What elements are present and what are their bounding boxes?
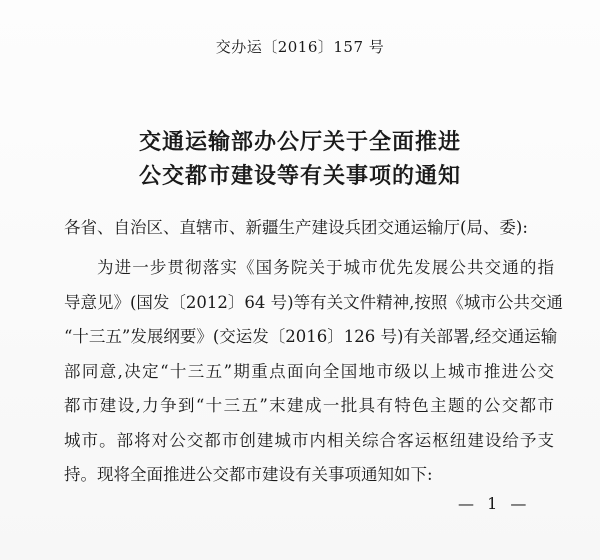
- page-number: — 1 —: [458, 494, 531, 513]
- body-paragraph: [64, 251, 563, 493]
- body-line-6: 城市。部将对公交都市创建城市内相关综合客运枢纽建设给予支: [64, 430, 554, 450]
- body-line-7: 持。现将全面推进公交都市建设有关事项通知如下:: [64, 465, 433, 484]
- document-number: 交办运〔2016〕157 号: [215, 38, 385, 56]
- body-line-2: 导意见》(国发〔2012〕64 号)等有关文件精神,按照《城市公共交通: [64, 292, 563, 312]
- title-line-2: 公交都市建设等有关事项的通知: [138, 164, 461, 189]
- title-line-1: 交通运输部办公厅关于全面推进: [138, 130, 461, 155]
- document-title: [0, 126, 600, 194]
- body-line-4: 部同意,决定“十三五”期重点面向全国地市级以上城市推进公交: [64, 361, 554, 381]
- body-line-3: “十三五”发展纲要》(交运发〔2016〕126 号)有关部署,经交通运输: [64, 327, 558, 346]
- body-line-1: 为进一步贯彻落实《国务院关于城市优先发展公共交通的指: [97, 258, 554, 277]
- addressee: 各省、自治区、直辖市、新疆生产建设兵团交通运输厅(局、委):: [64, 218, 528, 237]
- body-line-5: 都市建设,力争到“十三五”末建成一批具有特色主题的公交都市: [64, 396, 554, 415]
